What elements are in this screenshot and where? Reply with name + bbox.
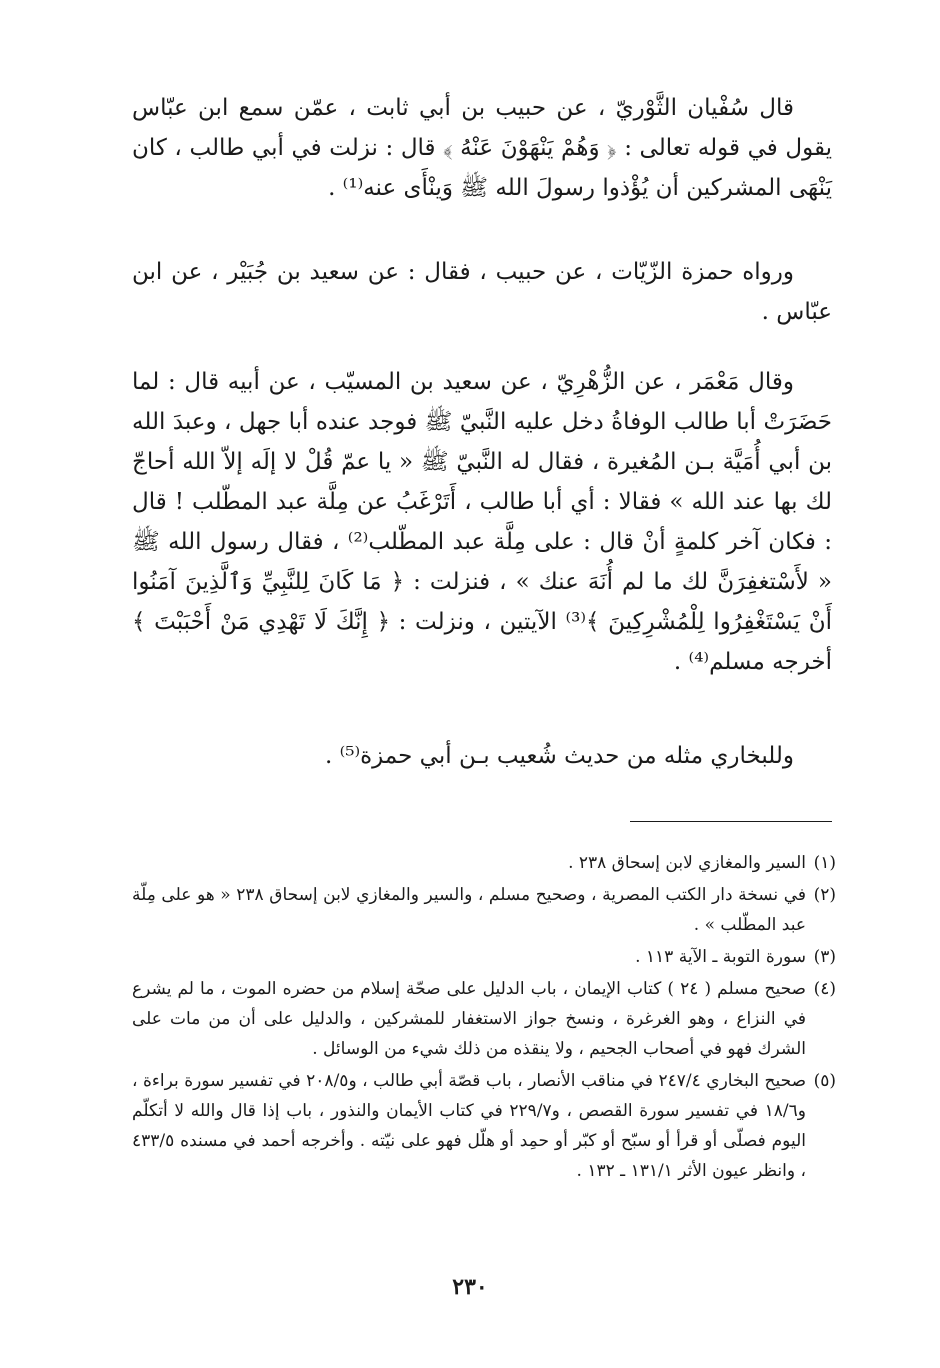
- footnote-text: صحيح البخاري ٢٤٧/٤ في مناقب الأنصار ، باب قصّة أبي طالب ، و٢٠٨/٥ في تفسير سورة براءة ، و١٨/٦ في تفسير سورة القصص ، و٢٢٩/٧ في كتاب الأيمان والنذور ، باب إذا قال والله لا أتكلّم اليوم فصلّى أو قرأ أو سبّح أو كبّر أو حمِد أو هلّل فهو على نيّته . وأخرجه أحمد في مسنده ٤٣٣/٥ ، وانظر عيون الأثر ١٣١/١ ـ ١٣٢ .: [132, 1071, 807, 1181]
- paragraph-3: [132, 362, 832, 682]
- paragraph-2: [132, 252, 832, 332]
- footnote-text: صحيح مسلم ( ٢٤ ) كتاب الإيمان ، باب الدليل على صحّة إسلام من حضره الموت ، ما لم يشرع في النزاع ، وهو الغرغرة ، ونسخ جواز الاستغفار للمشركين ، والدليل على أن من مات على الشرك فهو في أصحاب الجحيم ، ولا ينقذه من ذلك شيء من الوسائل .: [132, 979, 806, 1059]
- paragraph-text: وقال مَعْمَر ، عن الزُّهْرِيّ ، عن سعيد بن المسيّب ، عن أبيه قال : لما حَضَرَتْ أبا طالب الوفاةُ دخل عليه النَّبيّ ﷺ فوجد عنده أبا جهل ، وعبدَ الله بن أبي أُمَيَّة بـن المُغيرة ، فقال له النَّبيّ ﷺ « يا عمّ قُلْ لا إلَه إلاّ الله أحاجّ لك بها عند الله » فقالا : أي أبا طالب ، أَتَرْغَبُ عن مِلَّة عبد المطّلب ! قال : فكان آخر كلمةٍ أنْ قال : على مِلَّة عبد المطّلب⁽²⁾ ، فقال رسول الله ﷺ « لأَسْتغفِرَنَّ لك ما لم أُنَهَ عنك » ، فنزلت : ﴿ مَا كَانَ لِلنَّبِيِّ وَٱلَّذِينَ آمَنُوا أَنْ يَسْتَغْفِرُوا لِلْمُشْرِكِينَ ﴾⁽³⁾ الآيتين ، ونزلت : ﴿ إِنَّكَ لَا تَهْدِي مَنْ أَحْبَبْتَ ﴾ أخرجه مسلم⁽⁴⁾ .: [132, 369, 832, 675]
- footnote-3: [132, 942, 836, 972]
- paragraph-4: [132, 736, 832, 776]
- paragraph-text: وللبخاري مثله من حديث شُعيب بـن أبي حمزة⁽⁵⁾ .: [324, 743, 794, 769]
- footnote-number: (٢): [813, 885, 836, 905]
- footnote-text: السير والمغازي لابن إسحاق ٢٣٨ .: [568, 853, 806, 873]
- footnote-number: (١): [813, 853, 836, 873]
- footnote-1: [132, 848, 836, 878]
- paragraph-text: ورواه حمزة الزّيّات ، عن حبيب ، فقال : عن سعيد بن جُبَيْر ، عن ابن عبّاس .: [132, 259, 832, 325]
- page-number: ٢٣٠: [452, 1274, 488, 1300]
- paragraph-text: قال سُفْيان الثَّوْريّ ، عن حبيب بن أبي ثابت ، عمّن سمع ابن عبّاس يقول في قوله تعالى : ﴿ وَهُمْ يَنْهَوْنَ عَنْهُ ﴾ قال : نزلت في أبي طالب ، كان يَنْهَى المشركين أن يُؤْذوا رسولَ الله ﷺ وَينْأَى عنه⁽¹⁾ .: [132, 95, 832, 201]
- footnote-separator: [630, 821, 832, 822]
- footnotes: [132, 848, 836, 1188]
- paragraph-1: [132, 88, 832, 208]
- footnote-number: (٥): [813, 1071, 836, 1091]
- footnote-number: (٤): [813, 979, 836, 999]
- footnote-number: (٣): [813, 947, 836, 967]
- footnote-5: [132, 1066, 836, 1186]
- footnote-2: [132, 880, 836, 940]
- footnote-text: سورة التوبة ـ الآية ١١٣ .: [635, 947, 806, 967]
- footnote-4: [132, 974, 836, 1064]
- footnote-text: في نسخة دار الكتب المصرية ، وصحيح مسلم ، والسير والمغازي لابن إسحاق ٢٣٨ « هو على مِلّة عبد المطّلب » .: [132, 885, 806, 935]
